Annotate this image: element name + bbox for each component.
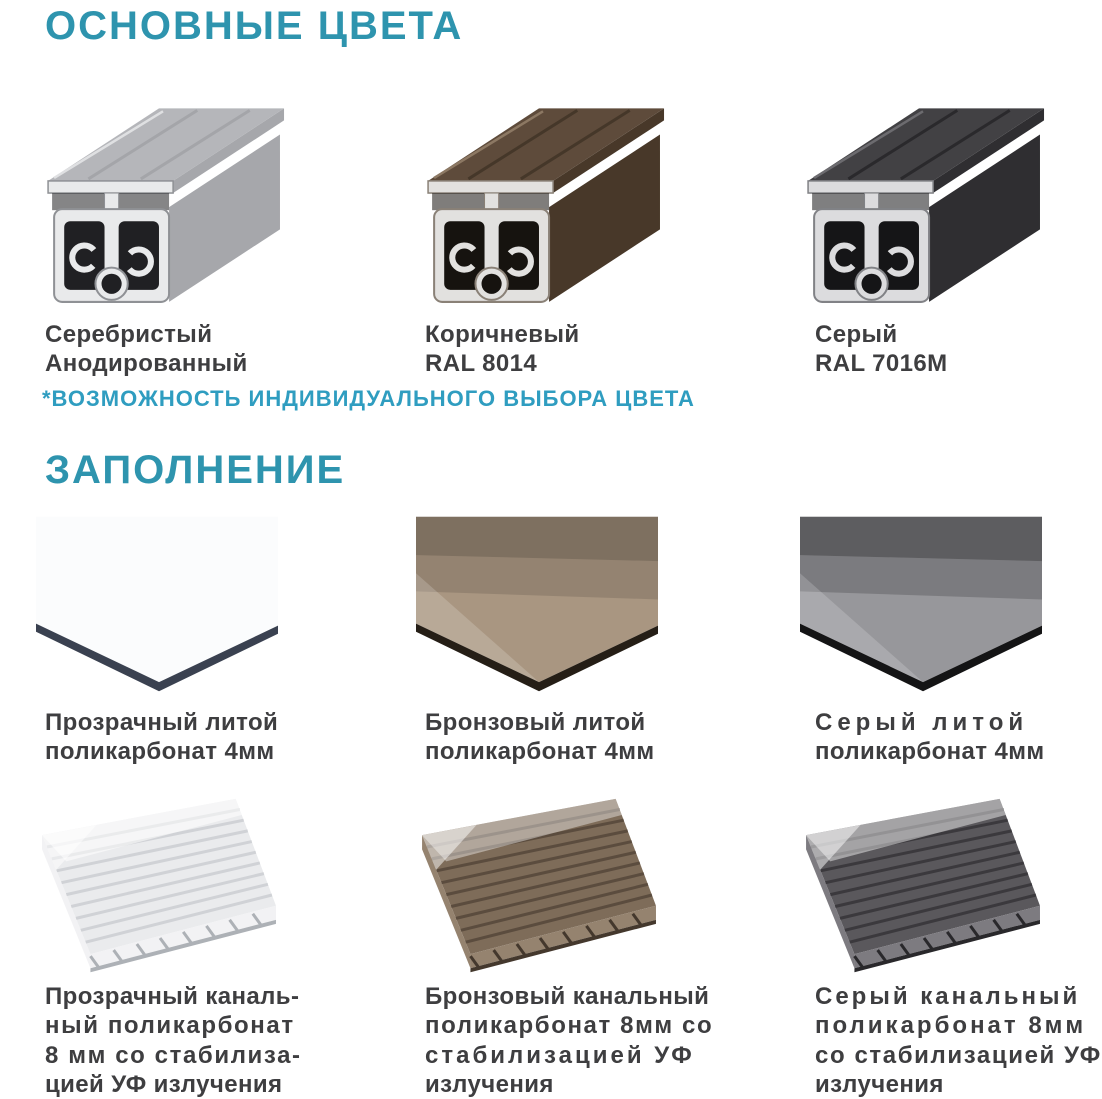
multiwall-card-clear [36, 788, 278, 976]
label-line: Серый литой [815, 709, 1029, 736]
flat-sheet-image [800, 512, 1042, 700]
multiwall-card-bronze [416, 788, 658, 976]
label-line: поликарбонат 4мм [45, 738, 275, 766]
label-line: излучения [425, 1070, 554, 1098]
profile-label-brown [425, 320, 685, 379]
label-line: поликарбонат 8мм со [425, 1012, 714, 1040]
label-line: Анодированный [45, 350, 248, 378]
profile-card-gray [800, 68, 1042, 310]
multiwall-label-gray [815, 982, 1102, 1099]
label-line: Прозрачный литой [45, 709, 279, 736]
label-line: стабилизацией УФ [425, 1041, 695, 1069]
flat-sheet-card-clear [36, 512, 278, 700]
label-line: RAL 7016M [815, 350, 948, 378]
flat-sheet-image [36, 512, 278, 700]
multiwall-sheet-image [416, 788, 658, 976]
label-line: Прозрачный каналь- [45, 983, 300, 1010]
label-line: Серебристый [45, 321, 213, 348]
label-line: Бронзовый литой [425, 709, 646, 736]
label-line: излучения [815, 1070, 944, 1098]
profile-label-gray [815, 320, 1075, 379]
flat-sheet-card-gray [800, 512, 1042, 700]
custom-color-note: *ВОЗМОЖНОСТЬ ИНДИВИДУАЛЬНОГО ВЫБОРА ЦВЕТА [42, 386, 695, 411]
profile-card-brown [420, 68, 662, 310]
aluminum-profile-image [420, 68, 662, 310]
label-line: со стабилизацией УФ [815, 1041, 1102, 1069]
multiwall-card-gray [800, 788, 1042, 976]
multiwall-sheet-image [800, 788, 1042, 976]
label-line: Серый [815, 321, 898, 348]
label-line: Коричневый [425, 321, 580, 348]
section-title-main-colors: ОСНОВНЫЕ ЦВЕТА [45, 4, 464, 48]
label-line: поликарбонат 4мм [425, 738, 655, 766]
label-line: 8 мм со стабилиза- [45, 1041, 302, 1069]
label-line: RAL 8014 [425, 350, 538, 378]
flat-sheet-label-gray [815, 708, 1075, 767]
aluminum-profile-image [800, 68, 1042, 310]
flat-sheet-image [416, 512, 658, 700]
label-line: ный поликарбонат [45, 1012, 295, 1040]
profile-card-silver [40, 68, 282, 310]
label-line: Серый канальный [815, 983, 1081, 1010]
flat-sheet-label-clear [45, 708, 305, 767]
aluminum-profile-image [40, 68, 282, 310]
label-line: цией УФ излучения [45, 1070, 283, 1098]
flat-sheet-card-bronze [416, 512, 658, 700]
label-line: поликарбонат 8мм [815, 1012, 1087, 1040]
flat-sheet-label-bronze [425, 708, 685, 767]
multiwall-sheet-image [36, 788, 278, 976]
section-title-filling: ЗАПОЛНЕНИЕ [45, 448, 346, 492]
profile-label-silver [45, 320, 305, 379]
label-line: Бронзовый канальный [425, 983, 710, 1010]
multiwall-label-clear [45, 982, 305, 1099]
multiwall-label-bronze [425, 982, 714, 1099]
label-line: поликарбонат 4мм [815, 738, 1045, 766]
